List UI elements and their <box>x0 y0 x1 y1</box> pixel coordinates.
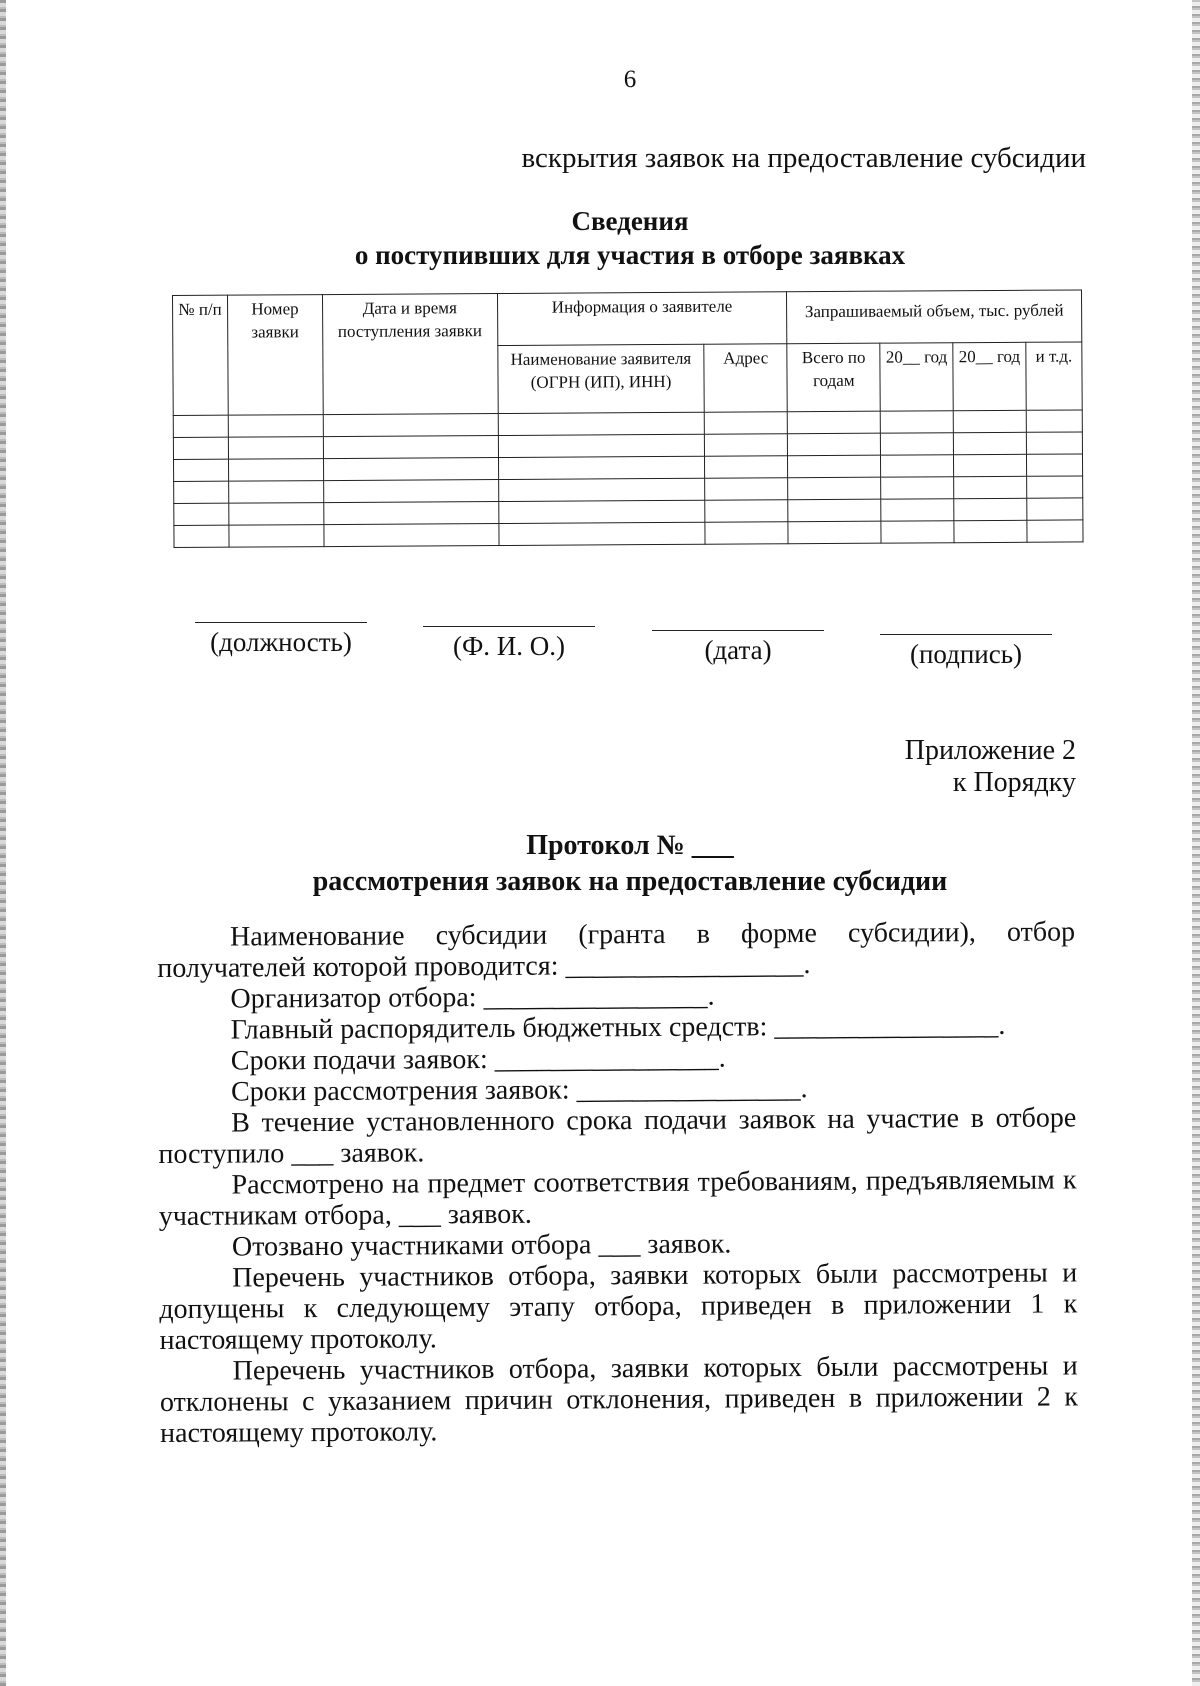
table-cell <box>498 500 705 523</box>
table-cell <box>1027 476 1083 498</box>
table-cell <box>324 502 499 525</box>
table-cell <box>881 499 954 521</box>
table-cell <box>881 433 954 455</box>
table-cell <box>880 411 953 433</box>
table-cell <box>229 481 324 504</box>
signature-line <box>652 630 824 631</box>
paragraph-received-count: В течение установленного срока подачи заявок на участие в отборе поступило ___ заявок. <box>158 1102 1077 1170</box>
paragraph-subsidy-name: Наименование субсидии (гранта в форме субсидии), отбор получателей которой проводится: _________________. <box>157 916 1076 984</box>
table-cell <box>323 436 498 459</box>
table-cell <box>788 433 881 456</box>
signature-line <box>195 622 367 623</box>
table-cell <box>174 459 229 481</box>
table-cell <box>173 415 228 437</box>
table-cell <box>323 480 498 503</box>
table-cell <box>174 525 229 547</box>
header-num: № п/п <box>173 295 229 415</box>
page-number: 6 <box>623 66 637 93</box>
appendix-label <box>905 735 1076 799</box>
appendix-line2: к Порядку <box>952 767 1076 798</box>
table-cell <box>788 411 881 434</box>
table-cell <box>788 477 881 500</box>
paragraph-submission-period: Сроки подачи заявок: ________________. <box>230 1042 726 1077</box>
table-cell <box>498 478 705 501</box>
paragraph-reviewed-count: Рассмотрено на предмет соответствия требованиям, предъявляемым к участникам отбора, ___ заявок. <box>158 1164 1077 1232</box>
header-etc: и т.д. <box>1026 342 1082 410</box>
table-cell <box>228 459 323 482</box>
table-cell <box>788 455 881 478</box>
table-row <box>174 520 1083 548</box>
table-cell <box>1027 454 1083 476</box>
table-title <box>0 204 1200 272</box>
table-cell <box>788 499 881 522</box>
table-cell <box>705 500 788 523</box>
table-cell <box>498 456 705 479</box>
table-cell <box>705 478 788 501</box>
header-continuation: вскрытия заявок на предоставление субсидии <box>521 142 1086 174</box>
table-cell <box>498 434 705 457</box>
paragraph-admitted-list: Перечень участников отбора, заявки которых были рассмотрены и допущены к следующему этапу отбора, приведен в приложении 1 к настоящему протоколу. <box>159 1257 1078 1356</box>
signature-sign-label: (подпись) <box>909 639 1023 669</box>
header-applicant-name: Наименование заявителя (ОГРН (ИП), ИНН) <box>497 344 704 413</box>
signature-sign <box>880 634 1052 670</box>
paragraph-rejected-list: Перечень участников отбора, заявки которых были рассмотрены и отклонены с указанием причин отклонения, приведен в приложении 2 к настоящему протоколу. <box>159 1350 1079 1449</box>
table-cell <box>1026 410 1082 432</box>
table-cell <box>174 503 229 525</box>
header-address: Адрес <box>704 344 787 413</box>
table-cell <box>953 410 1026 432</box>
table-cell <box>954 520 1027 542</box>
protocol-body <box>157 916 1078 1449</box>
table-cell <box>174 481 229 503</box>
table-cell <box>881 455 954 477</box>
signature-position <box>195 622 367 658</box>
table-cell <box>229 525 324 548</box>
table-cell <box>228 415 323 438</box>
table-cell <box>788 521 881 544</box>
table-cell <box>1027 520 1083 542</box>
table-cell <box>881 477 954 499</box>
header-applicant-info: Информация о заявителе <box>497 292 787 346</box>
paragraph-organizer: Организатор отбора: ________________. <box>230 980 715 1015</box>
table-cell <box>1026 432 1082 454</box>
table-cell <box>498 412 705 435</box>
table-cell <box>705 434 788 457</box>
protocol-title-line1: Протокол № ___ <box>526 830 734 861</box>
table-cell <box>705 456 788 479</box>
table-cell <box>228 437 323 460</box>
table-cell <box>954 476 1027 498</box>
paragraph-review-period: Сроки рассмотрения заявок: ________________. <box>230 1073 808 1108</box>
header-requested-volume: Запрашиваемый объем, тыс. рублей <box>787 290 1082 344</box>
signature-date-label: (дата) <box>704 635 772 665</box>
signature-date <box>652 630 824 666</box>
table-cell <box>229 503 324 526</box>
table-cell <box>705 412 788 435</box>
table-cell <box>881 521 954 543</box>
table-cell <box>705 522 788 545</box>
applications-table <box>172 289 1084 548</box>
table-cell <box>953 432 1026 454</box>
paragraph-withdrawn-count: Отозвано участниками отбора ___ заявок. <box>231 1228 732 1263</box>
header-year1: 20__ год <box>880 343 953 411</box>
table-cell <box>323 458 498 481</box>
table-cell <box>324 524 499 547</box>
paragraph-budget-manager: Главный распорядитель бюджетных средств: ________________. <box>230 1009 1006 1046</box>
header-year2: 20__ год <box>953 342 1026 410</box>
signature-full-name <box>423 626 595 662</box>
table-cell <box>1027 498 1083 520</box>
table-title-line2: о поступивших для участия в отборе заявках <box>354 240 906 270</box>
header-datetime: Дата и время поступления заявки <box>322 294 498 415</box>
table-cell <box>954 454 1027 476</box>
header-total-years: Всего по годам <box>787 343 880 412</box>
table-cell <box>499 522 706 545</box>
signature-full-name-label: (Ф. И. О.) <box>452 631 566 661</box>
signature-position-label: (должность) <box>210 627 352 657</box>
table-cell <box>323 414 498 437</box>
header-app-number: Номер заявки <box>227 295 323 416</box>
table-title-line1: Сведения <box>571 206 689 236</box>
signature-line <box>880 634 1052 635</box>
protocol-title-line2: рассмотрения заявок на предоставление субсидии <box>312 866 948 897</box>
signature-row <box>0 612 1200 672</box>
appendix-line1: Приложение 2 <box>904 735 1076 766</box>
table-cell <box>954 498 1027 520</box>
table-cell <box>173 437 228 459</box>
protocol-title <box>0 828 1200 900</box>
signature-line <box>423 626 595 627</box>
